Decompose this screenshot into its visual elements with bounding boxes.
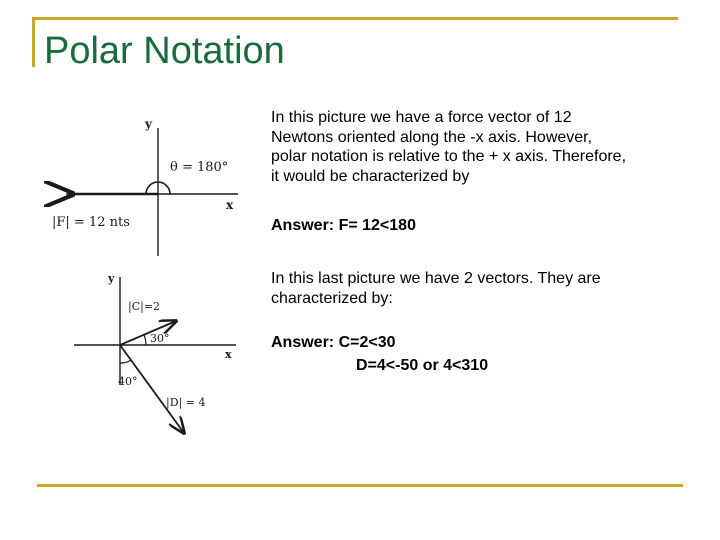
answer-vector-d: D=4<-50 or 4<310 xyxy=(356,357,489,374)
angle-c-label: 30° xyxy=(150,332,170,345)
answer-vector-c: Answer: C=2<30 xyxy=(271,334,396,351)
slide-title: Polar Notation xyxy=(44,30,285,72)
figure-force-vector xyxy=(38,106,250,263)
figure-two-vectors xyxy=(38,265,250,448)
angle-c-arc xyxy=(144,335,146,345)
x-axis-label: x xyxy=(225,348,232,361)
x-axis-label: x xyxy=(226,198,234,212)
answer-force-vector: Answer: F= 12<180 xyxy=(271,217,416,234)
y-axis-label: y xyxy=(145,117,152,131)
vector-d-label: |D| = 4 xyxy=(166,396,206,409)
figure-force-vector-svg xyxy=(38,106,250,263)
vector-d-arrow xyxy=(120,345,184,433)
angle-label: θ = 180° xyxy=(170,160,229,175)
frame-top-line xyxy=(32,17,678,20)
paragraph-two-vectors: In this last picture we have 2 vectors. They are characterized by: xyxy=(271,270,601,307)
angle-d-arc xyxy=(120,360,131,363)
figure-two-vectors-svg xyxy=(38,265,250,448)
paragraph-force-vector: In this picture we have a force vector of 12 Newtons oriented along the -x axis. However, polar notation is relative to the + x axis. Therefore, it would be characterized by xyxy=(271,109,627,185)
y-axis-label: y xyxy=(108,272,115,285)
frame-bottom-line xyxy=(37,484,683,487)
frame-left-line xyxy=(32,17,35,67)
magnitude-label: |F| = 12 nts xyxy=(52,215,130,230)
vector-c-label: |C|=2 xyxy=(128,300,161,313)
angle-d-label: 40° xyxy=(118,375,138,388)
